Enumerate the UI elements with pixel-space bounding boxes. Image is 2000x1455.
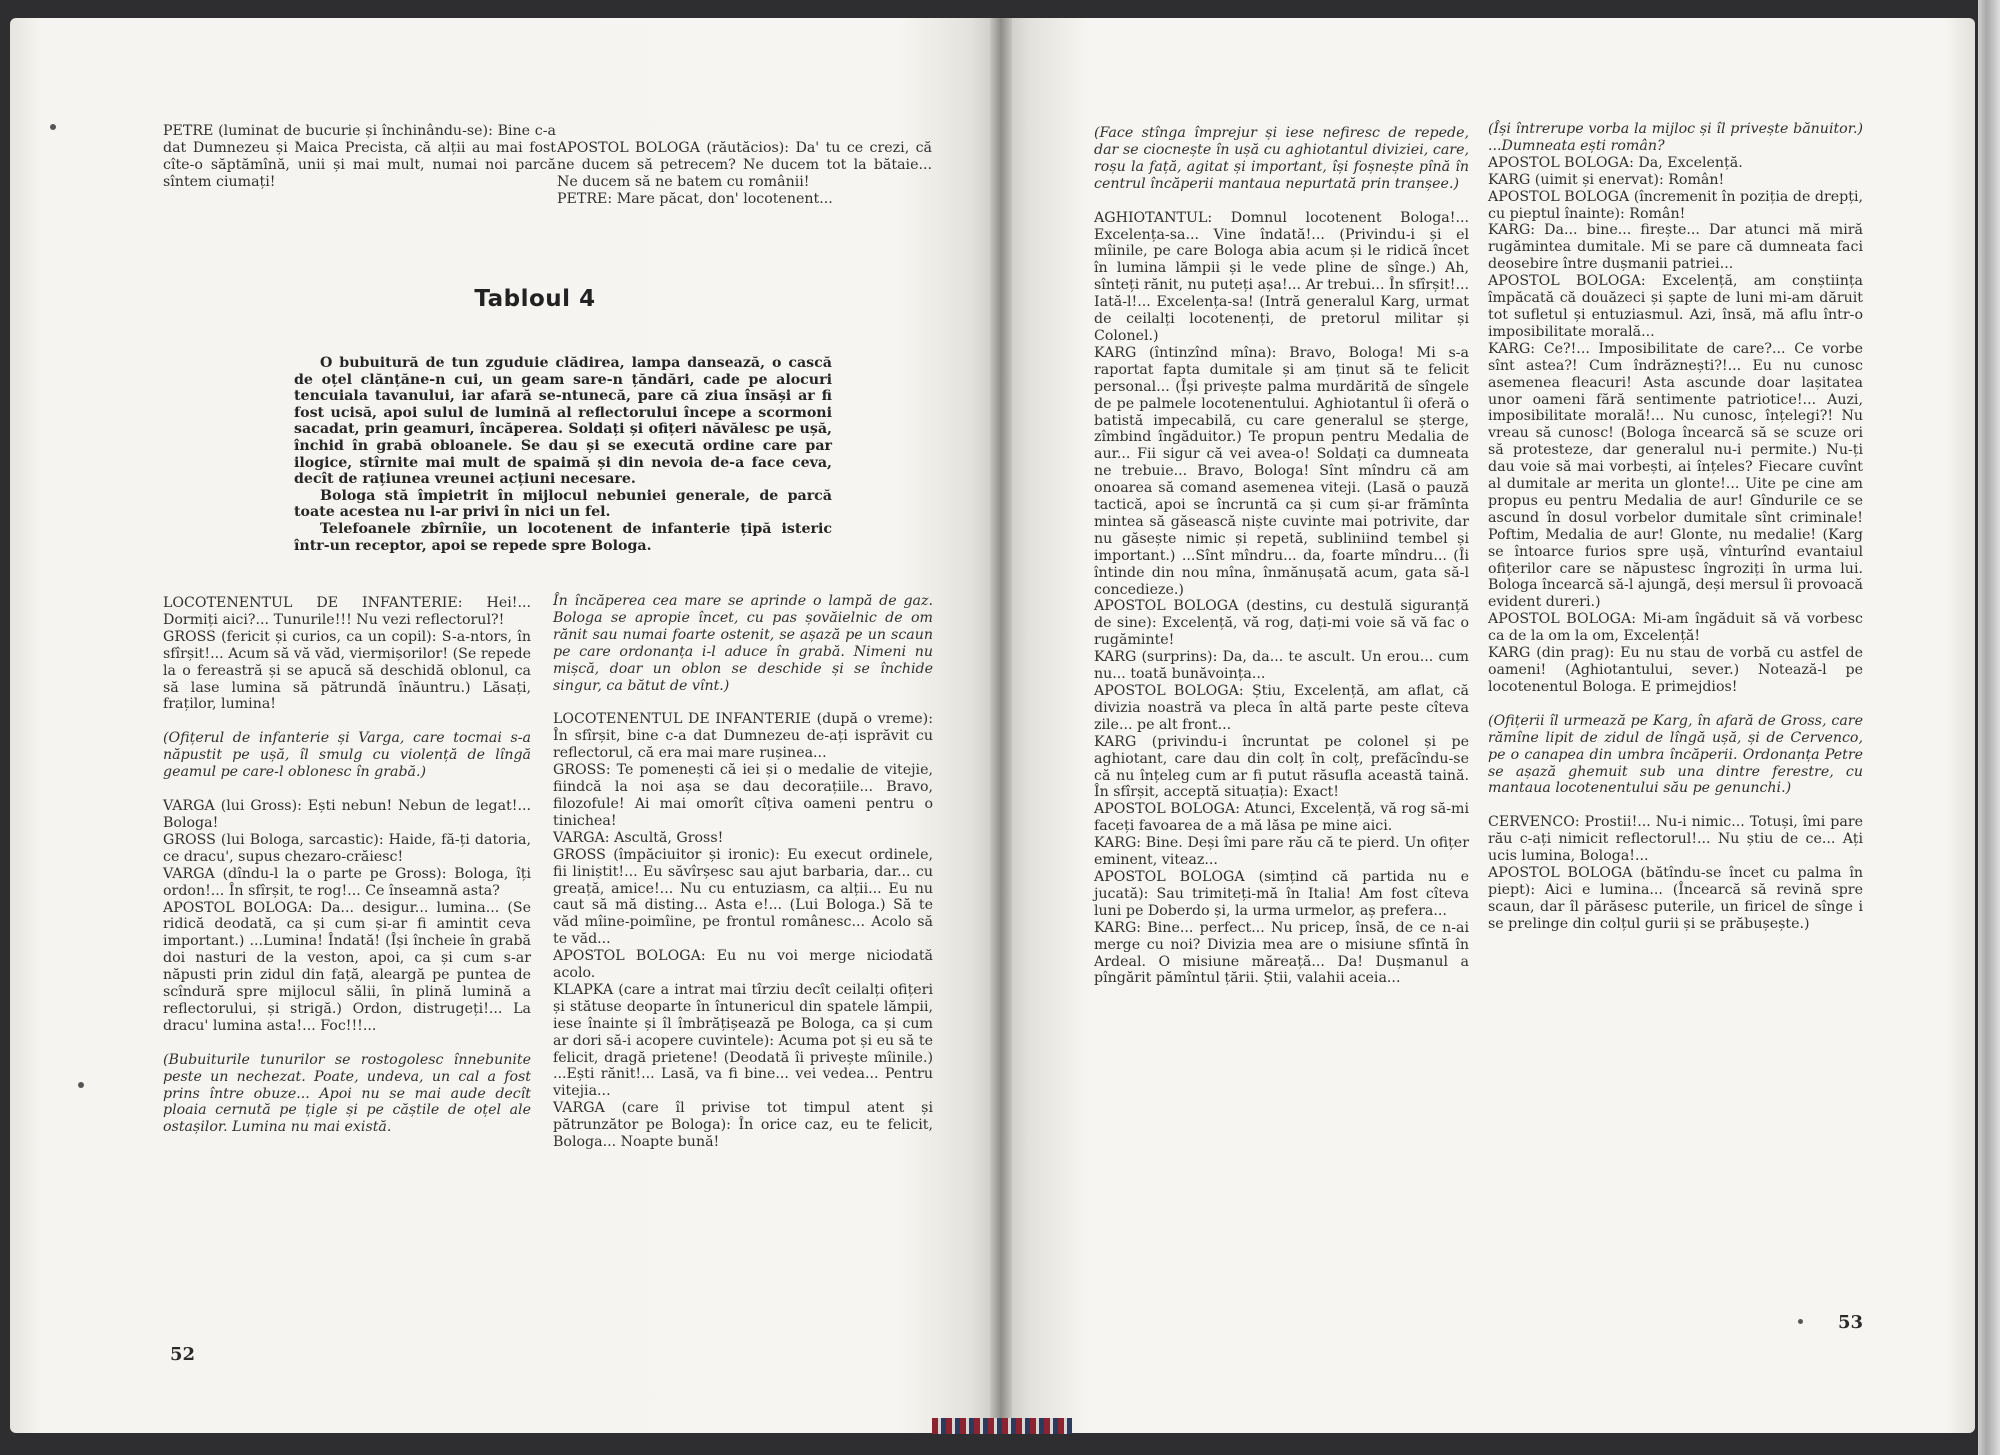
left-page (10, 18, 1000, 1433)
right-page (1000, 18, 1975, 1433)
dialogue-paragraph: APOSTOL BOLOGA (simțind că partida nu e jucată): Sau trimiteți-mă în Italia! Am fost cîteva luni pe Doberdo și, la urma urmelor, aș prefera... (1094, 868, 1469, 919)
print-speck (1798, 1319, 1803, 1324)
right-page-column-1 (1094, 125, 1469, 987)
page-number: 53 (1838, 1312, 1864, 1333)
dialogue-paragraph: APOSTOL BOLOGA (bătîndu-se încet cu palma în piept): Aici e lumina... (Încearcă să revină spre scaun, dar îl părăsesc puterile, un firicel de sînge i se prelinge din colțul gurii și se prăbușește.) (1488, 865, 1863, 932)
dialogue-petre: PETRE (luminat de bucurie și închinându-se): Bine c-a dat Dumnezeu și Maica Precista, că alții au mai fost cîte-o săptămînă, unii și mai mult, numai noi parcă sîntem ciumați! (163, 123, 556, 190)
dialogue-paragraph: VARGA (lui Gross): Ești nebun! Nebun de legat!... Bologa! (163, 798, 531, 831)
dialogue-paragraph: APOSTOL BOLOGA: Da... desigur... lumina... (Se ridică deodată, ca și cum și-ar fi amintit ceva important.) ...Lumina! Îndată! (Își încheie în grabă doi nasturi de la veston, apoi, ca și cum s-ar năpusti prin zidul din față, aleargă pe puntea de scîndură spre mijlocul sălii, în plină lumină a reflectorului, și strigă.) Ordon, distrugeți!... La dracu' lumina asta!... Foc!!!... (163, 899, 531, 1034)
paragraph-spacer (1488, 797, 1863, 814)
dialogue-paragraph: KARG (surprins): Da, da... te ascult. Un erou... cum nu... toată bunăvoința... (1094, 649, 1469, 683)
left-page-column-2 (553, 593, 933, 1151)
dialogue-paragraph: (Își întrerupe vorba la mijloc și îl privește bănuitor.) ...Dumneata ești român? (1488, 121, 1863, 154)
dialogue-paragraph: LOCOTENENTUL DE INFANTERIE (după o vreme): În sfîrșit, bine c-a dat Dumnezeu de-ați isprăvit cu reflectorul, că era mai mare rușinea... (553, 711, 933, 762)
print-speck (78, 1082, 84, 1088)
dialogue-paragraph: KARG: Bine. Deși îmi pare rău că te pierd. Un ofițer eminent, viteaz... (1094, 835, 1469, 869)
paragraph-spacer (1488, 696, 1863, 713)
stage-intro-paragraph-1: O bubuitură de tun zguduie clădirea, lampa dansează, o cască de oțel clănțăne-n cui, un geam sare-n țăndări, cade pe alocuri tencuiala tavanului, iar afară se-ntunecă, pare că ziua însăși ar fi fost ucisă, apoi sulul de lumină al reflectorului începe a scormoni sacadat, prin geamuri, încăperea. Soldați și ofițeri năvălesc pe ușă, închid în grabă obloanele. Se dau și se execută ordine care par ilogice, stîrnite mai mult de spaimă și din nevoia de-a face ceva, decît de rațiunea vreunei acțiuni necesare. (294, 355, 832, 488)
dialogue-paragraph: GROSS (fericit și curios, ca un copil): S-a-ntors, în sfîrșit!... Acum să vă văd, viermișorilor! (Se repede la o fereastră și se apucă să deschidă oblonul, ca să lase lumina să pătrundă înăuntru.) Lăsați, fraților, lumina! (163, 628, 531, 713)
dialogue-paragraph: LOCOTENENTUL DE INFANTERIE: Hei!... Dormiți aici?... Tunurile!!! Nu vezi reflectorul?! (163, 595, 531, 628)
dialogue-paragraph: APOSTOL BOLOGA (destins, cu destulă siguranță de sine): Excelență, vă rog, dați-mi voie să vă fac o rugăminte! (1094, 598, 1469, 649)
dialogue-paragraph: VARGA: Ascultă, Gross! (553, 829, 724, 846)
stage-intro-paragraph-3: Telefoanele zbîrnîie, un locotenent de infanterie țipă isteric într-un receptor, apoi se repede spre Bologa. (294, 520, 832, 554)
dialogue-paragraph: VARGA (dîndu-l la o parte pe Gross): Bologa, îți ordon!... În sfîrșit, te rog!... Ce înseamnă asta? (163, 865, 531, 899)
dialogue-paragraph: CERVENCO: Prostii!... Nu-i nimic... Totuși, îmi pare rău c-ați nimicit reflectorul!... Nu știu de ce... Ați ucis lumina, Bologa!... (1488, 814, 1863, 865)
dialogue-paragraph: APOSTOL BOLOGA (încremenit în poziția de drepți, cu pieptul înainte): Român! (1488, 188, 1863, 222)
dialogue-paragraph: KARG (întinzînd mîna): Bravo, Bologa! Mi s-a raportat fapta dumitale și am ținut să te felicit personal... (Își privește palma murdărită de sîngele de pe palmele locotenentului. Aghiotantul îi oferă o batistă impecabilă, cu care generalul se șterge, zîmbind îngăduitor.) Te propun pentru Medalia de aur... Fii sigur că vei avea-o! Soldați ca dumneata ne trebuie... Bravo, Bologa! Sînt mîndru că am onoarea să comand asemenea viteji. (Lasă o pauză tactică, apoi se încruntă ca și cum și-ar frămînta mintea să găsească niște cuvinte mai potrivite, dar nu găsește nimic și repetă, subliniind tembel și important.) ...Sînt mîndru... da, foarte mîndru... (Îi întinde din nou mîna, înmănușată acum, gata să-l concedieze.) (1094, 344, 1469, 598)
book-gutter (990, 18, 1012, 1433)
paragraph-spacer (553, 694, 933, 711)
dialogue-bologa-petre: APOSTOL BOLOGA (răutăcios): Da' tu ce crezi, că ne ducem să petrecem? Ne ducem tot la bătaie... Ne ducem să ne batem cu românii! PETRE: Mare păcat, don' locotenent... (557, 139, 932, 207)
stage-direction-intro (294, 355, 832, 554)
dialogue-paragraph: KARG (uimit și enervat): Român! (1488, 171, 1725, 188)
dialogue-paragraph: GROSS (împăciuitor și ironic): Eu execut ordinele, fii liniștit!... Eu săvîrșesc sau ajut barbaria, dar... cu greață, amice!... Nu cu entuziasm, ca alții... Eu nu caut să mă disting... Asta e!... (Lui Bologa.) Să te văd mîine-poimîine, pe frontul românesc... Acolo să te văd... (553, 846, 933, 948)
dialogue-paragraph: APOSTOL BOLOGA: Știu, Excelență, am aflat, că divizia noastră va pleca în altă parte peste cîteva zile... pe alt front... (1094, 683, 1469, 733)
paragraph-spacer (163, 781, 531, 798)
stage-intro-paragraph-2: Bologa stă împietrit în mijlocul nebuniei generale, de parcă toate acestea nu l-ar privi în nici un fel. (294, 487, 832, 521)
dialogue-paragraph: APOSTOL BOLOGA: Eu nu voi merge niciodată acolo. (553, 948, 933, 982)
paragraph-spacer (1094, 193, 1469, 210)
dialogue-paragraph: KARG: Bine... perfect... Nu pricep, însă, de ce n-ai merge cu noi? Divizia mea are o misiune sfîntă în Ardeal. O misiune măreață... Da! Dușmanul a pîngărit pămîntul țării. Știi, valahii aceia... (1094, 919, 1469, 987)
dialogue-paragraph: KARG (din prag): Eu nu stau de vorbă cu astfel de oameni! (Aghiotantului, sever.) Notează-l pe locotenentul Bologa. E primejdios! (1488, 645, 1863, 695)
dialogue-paragraph: APOSTOL BOLOGA: Atunci, Excelență, vă rog să-mi faceți favoarea de a mă lăsa pe mine aici. (1094, 801, 1469, 835)
book-cover-edge (1978, 0, 2000, 1455)
dialogue-paragraph: GROSS: Te pomenești că iei și o medalie de vitejie, fiindcă la noi așa se dau decorațiile... Bravo, filozofule! Ai mai omorît cîțiva oameni pentru o tinichea! (553, 762, 933, 829)
right-page-column-2 (1488, 121, 1863, 933)
top-left-column (163, 123, 556, 191)
dialogue-paragraph: (Ofițerul de infanterie și Varga, care tocmai s-a năpustit pe ușă, îl smulg cu violență de lîngă geamul pe care-l oblonesc în grabă.) (163, 730, 531, 781)
dialogue-paragraph: KARG: Da... bine... firește... Dar atunci mă miră rugămintea dumitale. Mi se pare că dumneata faci deosebire între dușmanii patriei... (1488, 222, 1863, 273)
dialogue-paragraph: AGHIOTANTUL: Domnul locotenent Bologa!... Excelența-sa... Vine îndată!... (Privindu-i și el mîinile, pe care Bologa abia acum și le ridică încet în lumina lămpii și le vede pline de sînge.) Ah, sînteți rănit, nu puteți așa!... Ar trebui... În sfîrșit!... Iată-l!... Excelența-sa! (Intră generalul Karg, urmat de ceilalți locotenenți, de pretorul militar și Colonel.) (1094, 209, 1469, 344)
scene-title: Tabloul 4 (474, 286, 596, 312)
dialogue-paragraph: APOSTOL BOLOGA: Da, Excelență. (1488, 154, 1743, 171)
headband (932, 1418, 1072, 1434)
page-number: 52 (170, 1344, 196, 1365)
dialogue-paragraph: KLAPKA (care a intrat mai tîrziu decît ceilalți ofițeri și stătuse deoparte în întunericul din spatele lămpii, iese înainte și îl îmbrățișează pe Bologa, ca și cum ar dori să-i acopere cuvintele): Acuma pot și eu să te felicit, dragă prietene! (Deodată îi privește mîinile.) ...Ești rănit!... Lasă, va fi bine... vei vedea... Pentru vitejia... (553, 981, 933, 1100)
dialogue-paragraph: VARGA (care îl privise tot timpul atent și pătrunzător pe Bologa): În orice caz, eu te felicit, Bologa... Noapte bună! (553, 1100, 933, 1151)
dialogue-paragraph: (Face stînga împrejur și iese nefiresc de repede, dar se ciocnește în ușă cu aghiotantul diviziei, care, roșu la față, agitat și important, își foșnește pînă în centrul încăperii mantaua nepurtată prin tranșee.) (1094, 125, 1469, 192)
left-page-column-1 (163, 595, 531, 1136)
print-speck (50, 124, 56, 130)
top-right-column (557, 123, 932, 224)
paragraph-spacer (163, 1035, 531, 1052)
dialogue-paragraph: APOSTOL BOLOGA: Excelență, am conștiința împăcată că douăzeci și șapte de luni mi-am dăruit tot sufletul și entuziasmul. Azi, însă, mă aflu într-o imposibilitate morală... (1488, 273, 1863, 340)
dialogue-paragraph: GROSS (lui Bologa, sarcastic): Haide, fă-ți datoria, ce dracu', supus chezaro-crăiesc! (163, 831, 531, 865)
dialogue-paragraph: KARG: Ce?!... Imposibilitate de care?... Ce vorbe sînt astea?! Cum îndrăznești?!... Eu nu cunosc asemenea fleacuri! Asta ascunde doar lașitatea unor oameni fără sentimente patriotice!... Auzi, imposibilitate morală!... Nu cunosc, înțelegi?! Nu vreau să cunosc! (Bologa încearcă să se scuze ori să protesteze, dar generalul nu-i permite.) Nu-ți dau voie să mai vorbești, ai înțeles? Fiecare cuvînt al dumitale ar merita un glonte!... Uite pe cine am propus eu pentru Medalia de aur! Gîndurile ce se ascund în dosul vorbelor dumitale sînt criminale! Poftim, Medalia de aur! Glonte, nu medalie! (Karg se întoarce furios spre ușă, vînturînd evantaiul ofițerilor care se năpustesc îngroziți în urma lui. Bologa încearcă să-l ajungă, deși mersul îi provoacă evident dureri.) (1488, 340, 1863, 611)
dialogue-paragraph: (Bubuiturile tunurilor se rostogolesc înnebunite peste un nechezat. Poate, undeva, un cal a fost prins între obuze... Apoi nu se mai aude decît ploaia cernută pe țigle și pe căștile de oțel ale ostașilor. Lumina nu mai există. (163, 1051, 531, 1136)
dialogue-paragraph: În încăperea cea mare se aprinde o lampă de gaz. Bologa se apropie încet, cu pas șovăielnic de om rănit sau numai foarte ostenit, se așază pe un scaun pe care ordonanța i-l aduce în grabă. Nimeni nu mișcă, doar un oblon se deschide și se închide singur, ca bătut de vînt.) (553, 593, 933, 694)
paragraph-spacer (163, 713, 531, 730)
dialogue-paragraph: (Ofițerii îl urmează pe Karg, în afară de Gross, care rămîne lipit de zidul de lîngă ușă, și de Cervenco, pe o canapea din umbra încăperii. Ordonanța Petre se așază ghemuit sub una dintre ferestre, cu mantaua locotenentului său pe genunchi.) (1488, 712, 1863, 797)
dialogue-paragraph: APOSTOL BOLOGA: Mi-am îngăduit să vă vorbesc ca de la om la om, Excelență! (1488, 611, 1863, 645)
dialogue-paragraph: KARG (privindu-i încruntat pe colonel și pe aghiotant, care dau din colț în colț, prefăcîndu-se că nu înțeleg cum ar fi putut răsufla această taină. În sfîrșit, acceptă situația): Exact! (1094, 733, 1469, 801)
